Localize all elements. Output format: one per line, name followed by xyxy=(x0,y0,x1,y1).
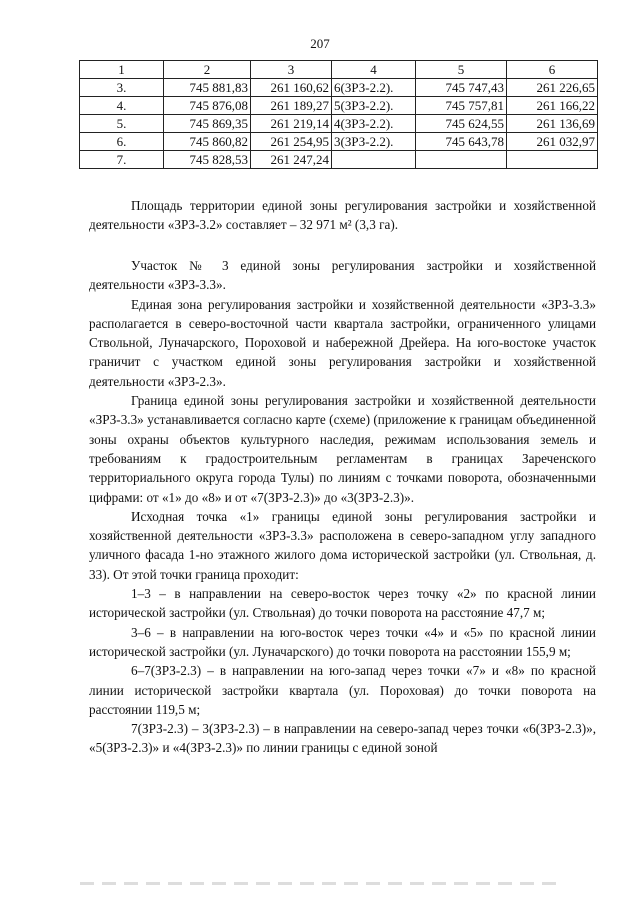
table-cell: 6. xyxy=(80,133,164,151)
table-cell: 7. xyxy=(80,151,164,169)
area-paragraph: Площадь территории единой зоны регулирования застройки и хозяйственной деятельности «ЗРЗ-3.2» составляет – 32 971 м² (3,3 га). xyxy=(89,198,596,233)
table-cell: 6(ЗРЗ-2.2). xyxy=(332,79,416,97)
table-cell: 5(ЗРЗ-2.2). xyxy=(332,97,416,115)
table-cell: 261 160,62 xyxy=(251,79,332,97)
coordinates-table xyxy=(79,60,598,169)
table-row xyxy=(80,97,598,115)
table-cell: 745 624,55 xyxy=(416,115,507,133)
paragraph: Единая зона регулирования застройки и хозяйственной деятельности «ЗРЗ-3.3» располагается в северо-восточной части квартала застройки, ограниченного улицами Ствольной, Луначарского, Пороховой и набережной Дрейера. На юго-востоке участок граничит с участком единой зоны регулирования застройки и хозяйственной деятельности «ЗРЗ-2.3». xyxy=(89,296,596,389)
table-cell: 745 869,35 xyxy=(164,115,251,133)
table-row xyxy=(80,133,598,151)
page-number: 207 xyxy=(310,36,330,51)
table-row xyxy=(80,151,598,169)
table-cell: 745 876,08 xyxy=(164,97,251,115)
table-cell: 745 757,81 xyxy=(416,97,507,115)
paragraph: Участок № 3 единой зоны регулирования застройки и хозяйственной деятельности «ЗРЗ-3.3». xyxy=(89,258,596,293)
table-row xyxy=(80,79,598,97)
area-section xyxy=(89,196,596,235)
table-cell: 5. xyxy=(80,115,164,133)
paragraph: 7(ЗРЗ-2.3) – 3(ЗРЗ-2.3) – в направлении на северо-запад через точки «6(ЗРЗ-2.3)», «5(ЗРЗ-2.3)» и «4(ЗРЗ-2.3)» по линии границы с единой зоной xyxy=(89,721,596,756)
table-cell: 3(ЗРЗ-2.2). xyxy=(332,133,416,151)
table-cell xyxy=(507,151,598,169)
table-header-row xyxy=(80,61,598,79)
table-cell: 261 032,97 xyxy=(507,133,598,151)
header-cell: 1 xyxy=(80,61,164,79)
table-row xyxy=(80,115,598,133)
table-cell: 261 226,65 xyxy=(507,79,598,97)
table-cell: 745 643,78 xyxy=(416,133,507,151)
table-cell: 261 254,95 xyxy=(251,133,332,151)
body-text xyxy=(89,256,596,758)
table-cell: 261 189,27 xyxy=(251,97,332,115)
paragraph: 1–3 – в направлении на северо-восток через точку «2» по красной линии исторической застройки (ул. Ствольная) до точки поворота на расстояние 47,7 м; xyxy=(89,586,596,621)
table-cell: 745 881,83 xyxy=(164,79,251,97)
table-cell: 261 247,24 xyxy=(251,151,332,169)
paragraph: Граница единой зоны регулирования застройки и хозяйственной деятельности «ЗРЗ-3.3» устанавливается согласно карте (схеме) (приложение к границам объединенной зоны охраны объектов культурного наследия, режимам использования земель и требованиям к градостроительным регламентам в границах Зареченского территориального округа города Тулы) по линиям с точками поворота, обозначенными цифрами: от «1» до «8» и от «7(ЗРЗ-2.3)» до «3(ЗРЗ-2.3)». xyxy=(89,393,596,505)
header-cell: 5 xyxy=(416,61,507,79)
table-cell: 4. xyxy=(80,97,164,115)
table-cell: 745 860,82 xyxy=(164,133,251,151)
table-cell: 745 747,43 xyxy=(416,79,507,97)
table-cell xyxy=(332,151,416,169)
table-cell: 261 219,14 xyxy=(251,115,332,133)
header-cell: 4 xyxy=(332,61,416,79)
table-cell: 745 828,53 xyxy=(164,151,251,169)
paragraph: 3–6 – в направлении на юго-восток через точки «4» и «5» по красной линии исторической застройки (ул. Луначарского) до точки поворота на расстоянии 155,9 м; xyxy=(89,624,596,659)
table-cell: 4(ЗРЗ-2.2). xyxy=(332,115,416,133)
table-cell: 261 136,69 xyxy=(507,115,598,133)
paragraph: Исходная точка «1» границы единой зоны регулирования застройки и хозяйственной деятельности «ЗРЗ-3.3» расположена в северо-западном углу западного уличного фасада 1-но этажного жилого дома исторической застройки (ул. Ствольная, д. 33). От этой точки граница проходит: xyxy=(89,508,596,582)
table-cell: 3. xyxy=(80,79,164,97)
header-cell: 3 xyxy=(251,61,332,79)
table-cell xyxy=(416,151,507,169)
table-cell: 261 166,22 xyxy=(507,97,598,115)
paragraph: 6–7(ЗРЗ-2.3) – в направлении на юго-запад через точки «7» и «8» по красной линии исторической застройки квартала (ул. Пороховая) до точки поворота на расстоянии 119,5 м; xyxy=(89,663,596,717)
header-cell: 2 xyxy=(164,61,251,79)
header-cell: 6 xyxy=(507,61,598,79)
scan-artifact xyxy=(80,882,560,885)
